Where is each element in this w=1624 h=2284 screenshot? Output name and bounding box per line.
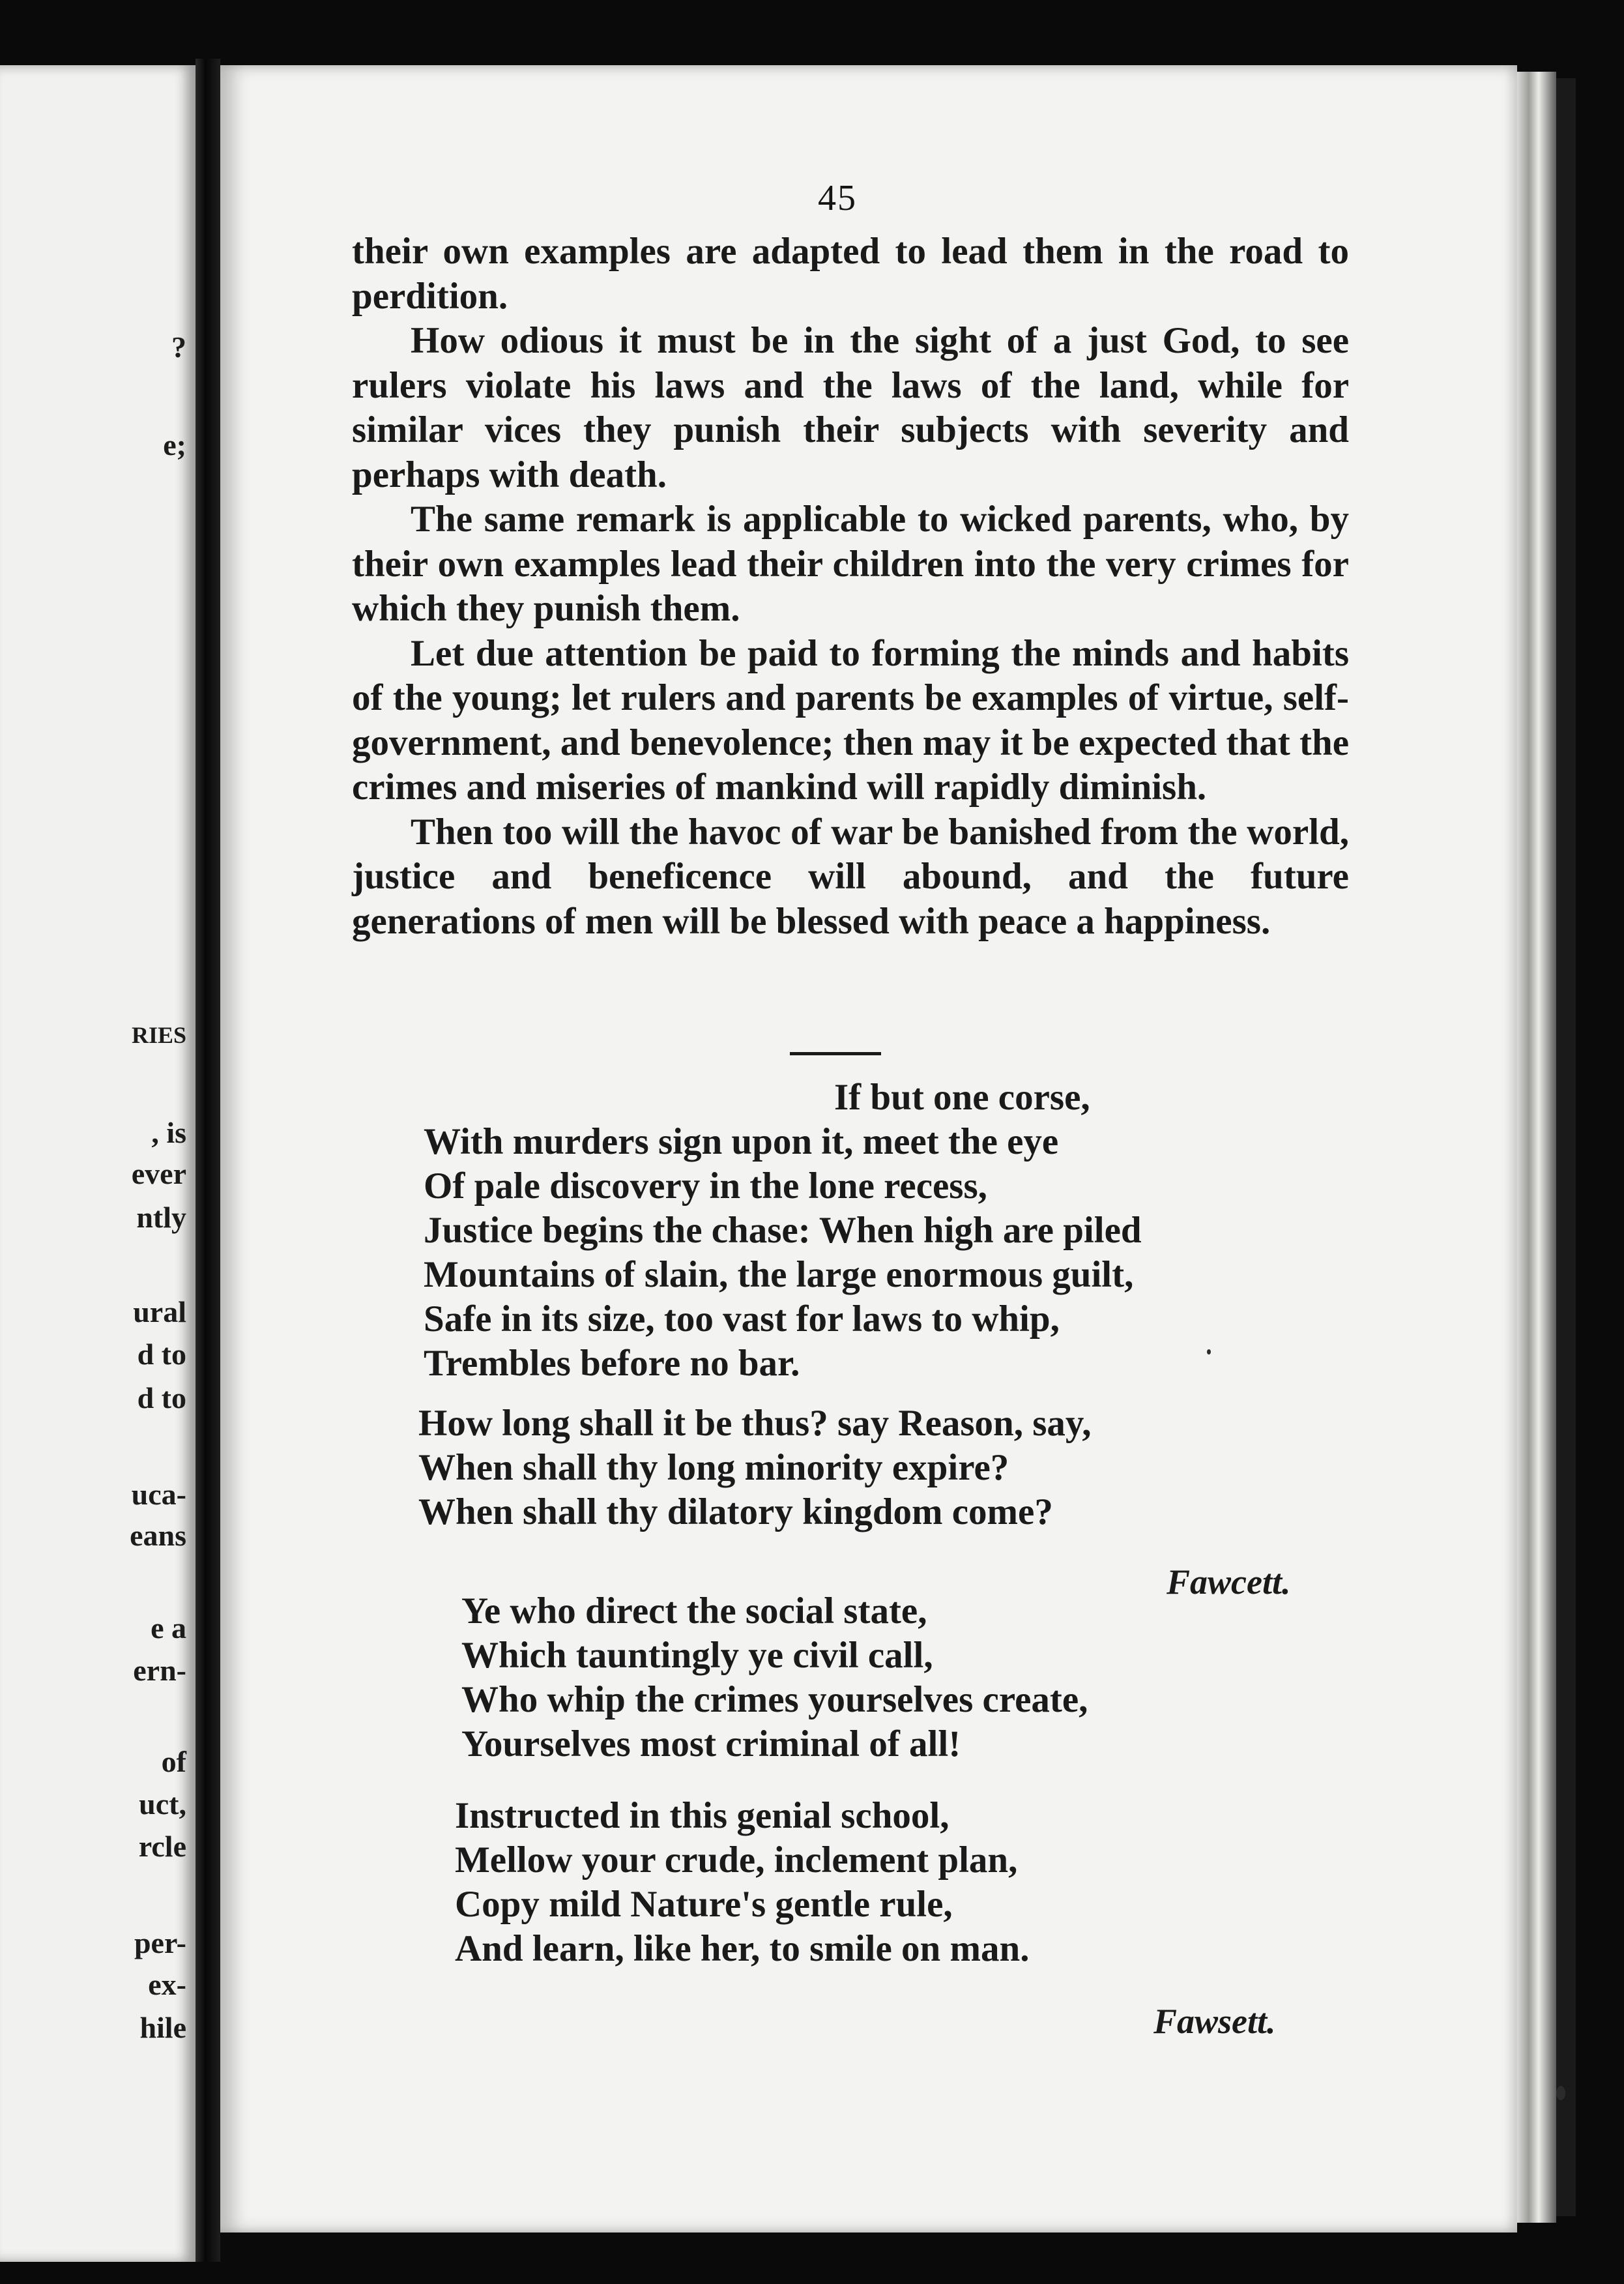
left-fragment: ex- — [148, 1968, 186, 2001]
left-fragment: ever — [131, 1157, 186, 1190]
section-divider — [790, 1052, 881, 1055]
verse-line: Mellow your crude, inclement plan, — [455, 1839, 1018, 1881]
book-gutter — [196, 59, 220, 2262]
paragraph: How odious it must be in the sight of a just God, to see rulers violate his laws and the laws of the land, while for similar vices they punish their subjects with severity and perhaps with death. — [352, 320, 1349, 495]
left-fragment: of — [161, 1745, 186, 1778]
previous-page-fragment — [0, 65, 196, 2262]
left-fragment: uca- — [131, 1478, 186, 1511]
prose-body — [352, 229, 1349, 944]
page-edge — [1517, 72, 1556, 2223]
verse-line: Who whip the crimes yourselves create, — [461, 1679, 1088, 1720]
verse-line: Trembles before no bar. — [424, 1343, 800, 1384]
page-number: 45 — [818, 178, 857, 218]
poem-two-stanza-one — [461, 1589, 1088, 1766]
verse-line: Justice begins the chase: When high are piled — [424, 1210, 1142, 1251]
verse-line: Of pale discovery in the lone recess, — [424, 1165, 987, 1207]
left-fragment: ural — [133, 1295, 186, 1328]
left-fragment: RIES — [131, 1022, 186, 1048]
left-fragment: , is — [151, 1116, 186, 1149]
verse-line: Which tauntingly ye civil call, — [461, 1635, 933, 1676]
paragraph: The same remark is applicable to wicked parents, who, by their own examples lead their children into the very crimes for which they punish them. — [352, 499, 1349, 629]
left-fragment: e a — [151, 1611, 186, 1645]
verse-line: When shall thy long minority expire? — [418, 1447, 1009, 1488]
verse-line: How long shall it be thus? say Reason, say, — [418, 1403, 1092, 1444]
left-fragment: ern- — [133, 1654, 186, 1687]
verse-line: If but one corse, — [834, 1077, 1090, 1118]
verse-line: Copy mild Nature's gentle rule, — [455, 1884, 953, 1925]
verse-line: With murders sign upon it, meet the eye — [424, 1121, 1059, 1162]
paragraph: Then too will the havoc of war be banished from the world, justice and beneficence will abound, and the future generations of men will be blessed with peace a happiness. — [352, 811, 1349, 942]
verse-line: Mountains of slain, the large enormous guilt, — [424, 1254, 1134, 1295]
poem-one-stanza-one — [424, 1076, 1142, 1386]
poem-one-attribution: Fawcett. — [1167, 1562, 1291, 1602]
left-fragment: rcle — [138, 1830, 186, 1863]
verse-line: Instructed in this genial school, — [455, 1795, 950, 1836]
ink-speck — [1556, 2086, 1565, 2100]
verse-line: Yourselves most criminal of all! — [461, 1723, 961, 1764]
poem-one-stanza-two — [418, 1401, 1092, 1534]
verse-line: Ye who direct the social state, — [461, 1590, 927, 1632]
paragraph: Let due attention be paid to forming the minds and habits of the young; let rulers and parents be examples of virtue, self-government, and benevolence; then may it be expected that the crimes and miseries of mankind will rapidly diminish. — [352, 632, 1349, 808]
left-fragment: ? — [171, 330, 186, 364]
left-fragment: per- — [134, 1926, 186, 1959]
ink-speck — [1207, 1349, 1211, 1354]
verse-line: Safe in its size, too vast for laws to whip, — [424, 1298, 1060, 1340]
paragraph: their own examples are adapted to lead them in the road to perdition. — [352, 231, 1349, 317]
left-fragment: hile — [139, 2011, 186, 2044]
left-fragment: e; — [163, 428, 186, 461]
verse-line: And learn, like her, to smile on man. — [455, 1928, 1030, 1969]
left-fragment: eans — [130, 1519, 186, 1552]
poem-two-attribution: Fawsett. — [1153, 2002, 1276, 2041]
page-edge-shadow — [1556, 78, 1576, 2216]
left-fragment: ntly — [136, 1201, 186, 1234]
left-fragment: d to — [137, 1381, 186, 1414]
left-fragment: uct, — [139, 1787, 186, 1821]
left-fragment: d to — [137, 1338, 186, 1371]
poem-two-stanza-two — [455, 1794, 1029, 1971]
verse-line: When shall thy dilatory kingdom come? — [418, 1491, 1053, 1532]
